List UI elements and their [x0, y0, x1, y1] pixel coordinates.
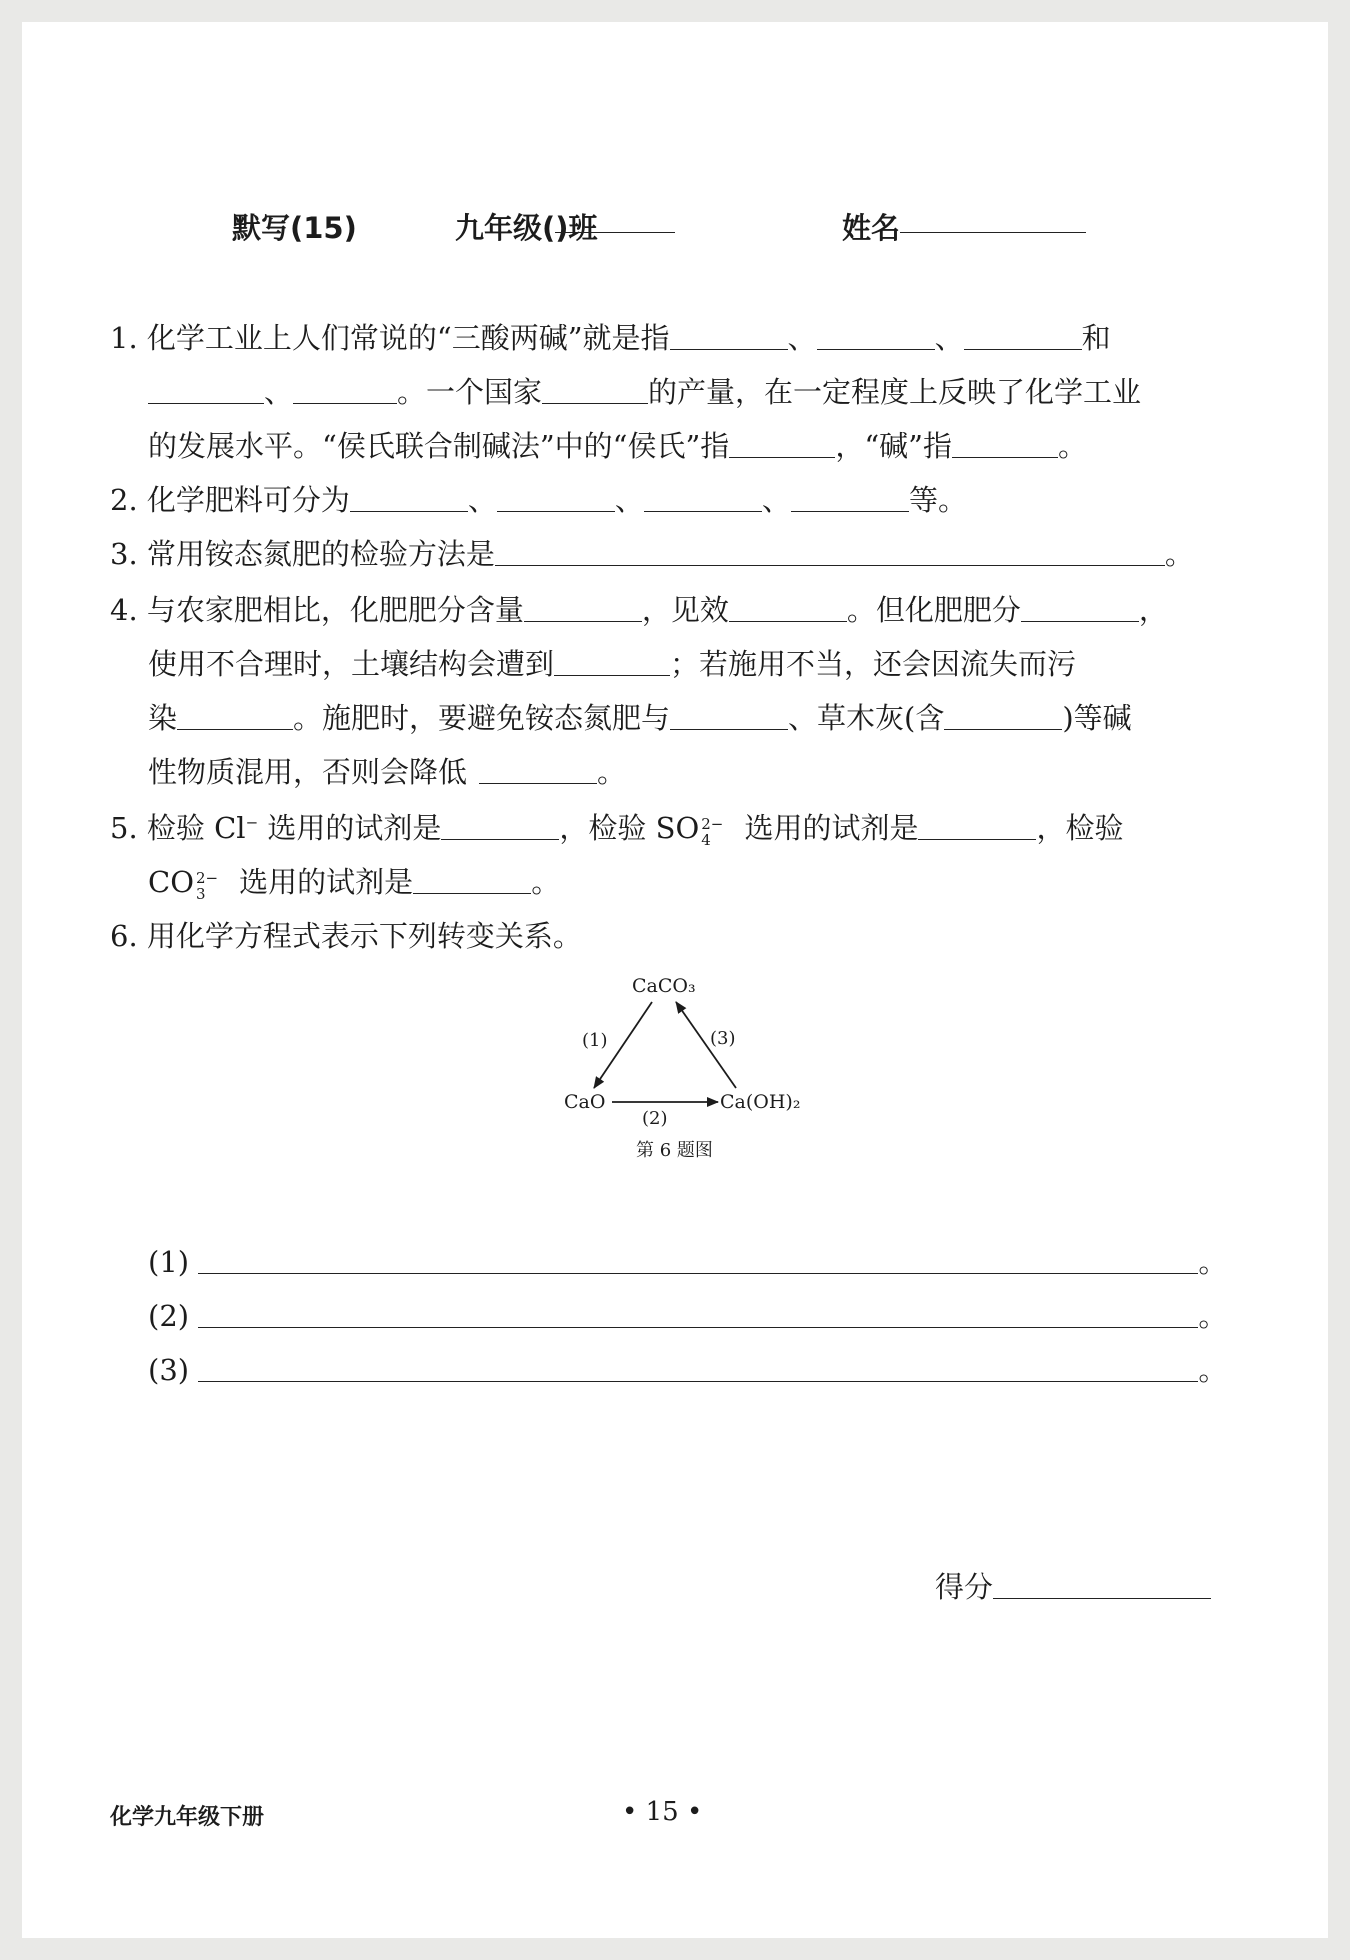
answer-3: (3) 。: [148, 1353, 1228, 1387]
blank[interactable]: [729, 431, 835, 458]
answer-2: (2) 。: [148, 1299, 1228, 1333]
question-1-line-3: 的发展水平。“侯氏联合制碱法”中的“侯氏”指 ，“碱”指 。: [148, 429, 1087, 463]
blank[interactable]: [817, 323, 935, 350]
page-title: 默写(15): [232, 211, 357, 245]
question-2: 2. 化学肥料可分为 、 、 、 等。: [110, 483, 967, 517]
step-1-label: (1): [582, 1030, 608, 1051]
cao-label: CaO: [564, 1091, 606, 1113]
blank[interactable]: [944, 703, 1062, 730]
blank[interactable]: [497, 485, 615, 512]
blank[interactable]: [542, 377, 648, 404]
answer-blank[interactable]: [198, 1355, 1198, 1382]
question-4-line-3: 染 。施肥时，要避免铵态氮肥与 、草木灰(含 )等碱: [148, 701, 1132, 735]
blank[interactable]: [413, 867, 531, 894]
question-5-line-1: 5. 检验 Cl− 选用的试剂是 ，检验 SO 2− 4 选用的试剂是 ，检验: [110, 811, 1124, 849]
carbonate-charge: 2− 3: [195, 869, 219, 903]
question-4-line-4: 性物质混用，否则会降低 。: [148, 755, 627, 789]
blank[interactable]: [293, 377, 397, 404]
class-field: 九年级( )班: [455, 206, 598, 247]
score-field: 得分: [935, 1565, 1211, 1606]
worksheet-header: [210, 206, 1170, 246]
step-3-label: (3): [710, 1028, 736, 1049]
question-1-line-2: 、 。一个国家 的产量，在一定程度上反映了化学工业: [148, 372, 1141, 412]
blank[interactable]: [670, 703, 788, 730]
blank[interactable]: [441, 813, 559, 840]
blank[interactable]: [1021, 595, 1139, 622]
answer-blank[interactable]: [198, 1301, 1198, 1328]
conversion-diagram: [540, 962, 840, 1172]
blank[interactable]: [729, 595, 847, 622]
blank[interactable]: [148, 377, 264, 404]
question-4-line-2: 使用不合理时，土壤结构会遭到 ；若施用不当，还会因流失而污: [148, 647, 1077, 681]
class-blank[interactable]: [555, 206, 675, 233]
blank[interactable]: [524, 595, 642, 622]
answer-blank[interactable]: [198, 1247, 1198, 1274]
caco3-label: CaCO₃: [632, 975, 696, 997]
name-field: 姓名: [842, 206, 900, 247]
blank[interactable]: [177, 703, 293, 730]
blank[interactable]: [670, 323, 788, 350]
question-6: 6. 用化学方程式表示下列转变关系。: [110, 919, 582, 953]
blank[interactable]: [479, 757, 597, 784]
blank[interactable]: [964, 323, 1082, 350]
sulfate-charge: 2− 4: [701, 815, 724, 849]
answer-1: (1) 。: [148, 1245, 1228, 1279]
book-title: 化学九年级下册: [110, 1805, 265, 1830]
blank[interactable]: [918, 813, 1036, 840]
question-1-line-1: 1. 化学工业上人们常说的“三酸两碱”就是指 、 、 和: [110, 321, 1111, 355]
page-number: • 15 •: [622, 1797, 703, 1827]
question-4-line-1: 4. 与农家肥相比，化肥肥分含量 ，见效 。但化肥肥分 ，: [110, 593, 1168, 627]
caoh2-label: Ca(OH)₂: [720, 1091, 801, 1113]
figure-caption: 第 6 题图: [636, 1140, 713, 1161]
question-3: 3. 常用铵态氮肥的检验方法是 。: [110, 537, 1194, 571]
question-5-line-2: CO 2− 3 选用的试剂是 。: [148, 865, 561, 903]
blank[interactable]: [554, 649, 670, 676]
blank[interactable]: [791, 485, 909, 512]
name-blank[interactable]: [900, 206, 1086, 233]
blank[interactable]: [495, 539, 1165, 566]
blank[interactable]: [350, 485, 468, 512]
score-blank[interactable]: [993, 1572, 1211, 1599]
blank[interactable]: [952, 431, 1058, 458]
blank[interactable]: [644, 485, 762, 512]
step-2-label: (2): [642, 1108, 668, 1129]
